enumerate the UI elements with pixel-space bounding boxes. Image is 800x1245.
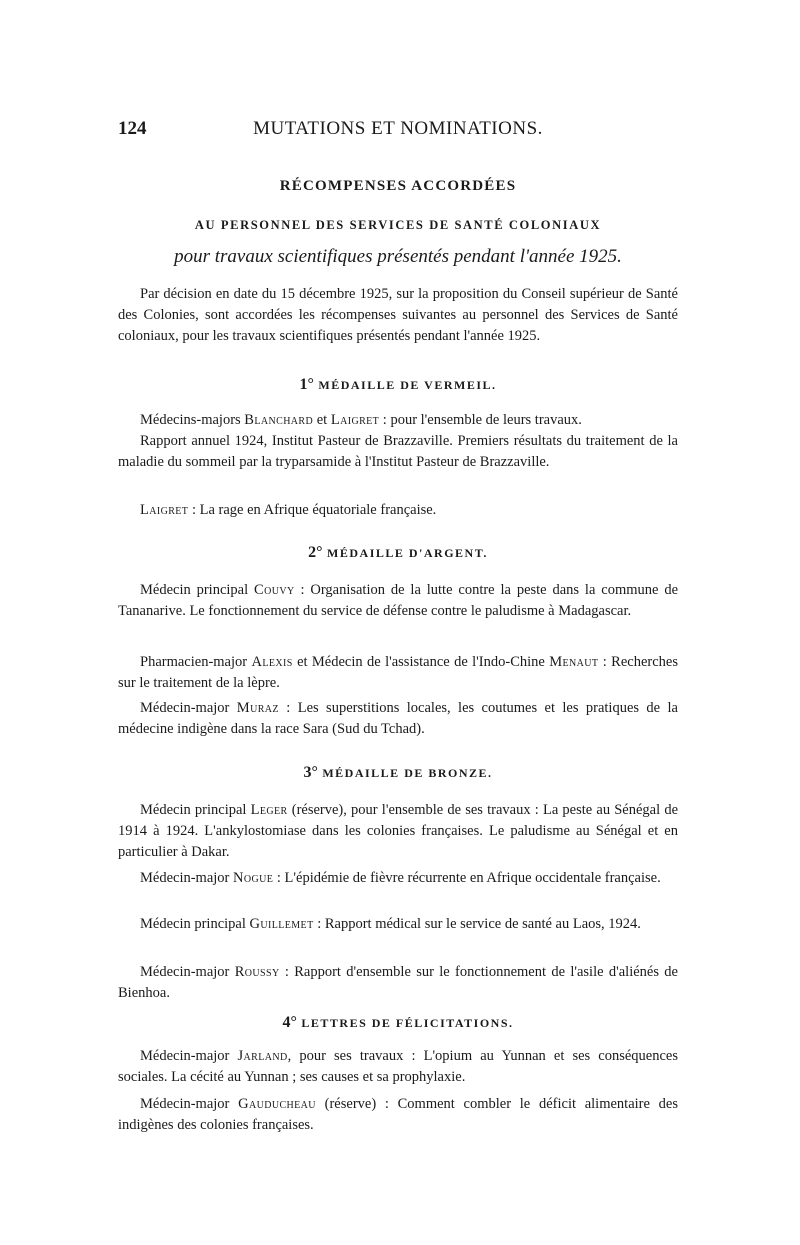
- paragraph: Médecin-major Nogue : L'épidémie de fièvre récurrente en Afrique occidentale française.: [140, 870, 661, 886]
- person-name: Nogue: [233, 870, 274, 886]
- paragraph: Médecin principal Guillemet : Rapport médical sur le service de santé au Laos, 1924.: [140, 916, 641, 932]
- paragraph: Médecin principal Leger (réserve), pour l'ensemble de ses travaux : La peste au Sénégal de 1914 à 1924. L'ankylostomiase dans les colonies françaises. Le paludisme au Sénégal et en particulier à Dakar.: [118, 802, 679, 860]
- section-heading-felicitations: [118, 1014, 678, 1032]
- paragraph: Rapport annuel 1924, Institut Pasteur de Brazzaville. Premiers résultats du traitement de la maladie du sommeil par la tryparsamide à l'Institut Pasteur de Brazzaville.: [118, 433, 678, 470]
- person-name: Muraz: [236, 700, 279, 716]
- section-heading-argent: [118, 544, 678, 562]
- section-heading-vermeil: [118, 376, 678, 394]
- person-name: Leger: [250, 802, 288, 818]
- person-name: Gauducheau: [238, 1096, 316, 1112]
- person-name: Laigret: [330, 412, 380, 428]
- person-name: Alexis: [251, 654, 293, 670]
- paragraph: Médecins-majors Blanchard et Laigret : pour l'ensemble de leurs travaux.: [140, 412, 582, 428]
- section-number: 1°: [299, 376, 314, 393]
- paragraph: Pharmacien-major Alexis et Médecin de l'assistance de l'Indo-Chine Menaut : Recherches sur le traitement de la lèpre.: [118, 654, 678, 691]
- section-title: LETTRES DE FÉLICITATIONS.: [301, 1016, 514, 1030]
- person-name: Laigret: [140, 502, 189, 518]
- paragraph: Médecin-major Gauducheau (réserve) : Comment combler le déficit alimentaire des indigènes des colonies françaises.: [118, 1096, 678, 1133]
- person-name: Couvy: [254, 582, 295, 598]
- section-number: 4°: [282, 1014, 297, 1031]
- person-name: Guillemet: [249, 916, 314, 932]
- document-title: RÉCOMPENSES ACCORDÉES: [279, 178, 517, 194]
- person-name: Menaut: [549, 654, 599, 670]
- section-heading-bronze: [118, 764, 678, 782]
- person-name: Roussy: [234, 964, 280, 980]
- section-title: MÉDAILLE DE VERMEIL.: [318, 378, 497, 392]
- section-title: MÉDAILLE DE BRONZE.: [322, 766, 493, 780]
- paragraph: Médecin principal Couvy : Organisation de la lutte contre la peste dans la commune de Tananarive. Le fonctionnement du service de défense contre le paludisme à Madagascar.: [118, 582, 679, 619]
- page-header: [118, 118, 678, 142]
- paragraph: Médecin-major Muraz : Les superstitions locales, les coutumes et les pratiques de la médecine indigène dans la race Sara (Sud du Tchad).: [118, 700, 678, 737]
- paragraph: Médecin-major Jarland, pour ses travaux : L'opium au Yunnan et ses conséquences sociales. La cécité au Yunnan ; ses causes et sa prophylaxie.: [118, 1048, 678, 1085]
- person-name: Jarland: [237, 1048, 288, 1064]
- document-italic-title: pour travaux scientifiques présentés pendant l'année 1925.: [174, 246, 622, 267]
- paragraph: Laigret : La rage en Afrique équatoriale française.: [140, 502, 437, 518]
- running-head: MUTATIONS ET NOMINATIONS.: [253, 118, 543, 139]
- document-subtitle: AU PERSONNEL DES SERVICES DE SANTÉ COLONIAUX: [194, 218, 602, 232]
- section-title: MÉDAILLE D'ARGENT.: [327, 546, 488, 560]
- section-number: 3°: [303, 764, 318, 781]
- paragraph: Médecin-major Roussy : Rapport d'ensemble sur le fonctionnement de l'asile d'aliénés de Bienhoa.: [118, 964, 678, 1001]
- intro-paragraph: Par décision en date du 15 décembre 1925, sur la proposition du Conseil supérieur de Santé des Colonies, sont accordées les récompenses suivantes au personnel des Services de Santé coloniaux, pour les travaux scientifiques présentés pendant l'année 1925.: [118, 286, 678, 344]
- section-number: 2°: [308, 544, 323, 561]
- person-name: Blanchard: [244, 412, 314, 428]
- page-number: 124: [118, 118, 147, 139]
